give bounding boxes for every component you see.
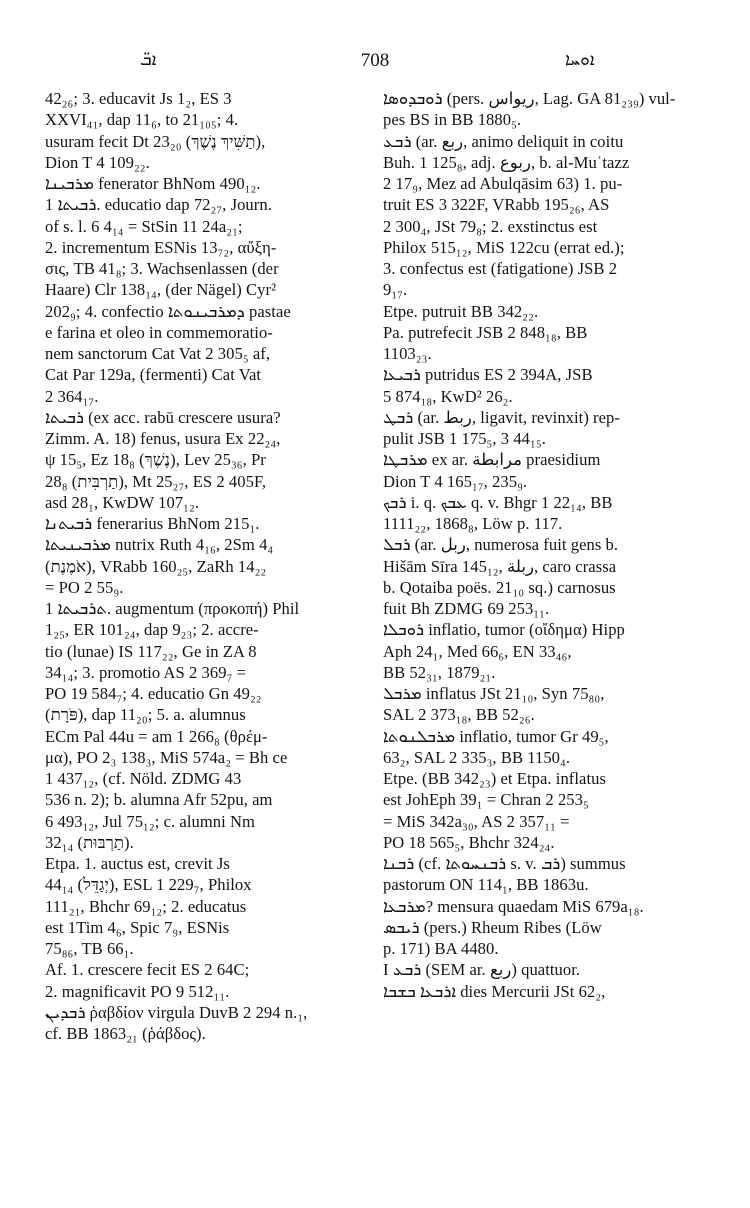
- text-line: cf. BB 1863₂₁ (ῥάβδος).: [45, 1024, 206, 1043]
- text-line: 3. confectus est (fatigatione) JSB 2: [383, 259, 618, 278]
- text-line: 75₈₆, TB 66₁.: [45, 939, 134, 958]
- text-line: SAL 2 373₁₈, BB 52₂₆.: [383, 705, 535, 725]
- text-line: ܐܪܒܥܐ ܒܫܒܐ dies Mercurii JSt 62₂,: [383, 981, 606, 1001]
- text-line: Af. 1. crescere fecit ES 2 64C;: [45, 960, 250, 980]
- text-line: ܪܒܛ (ar. ربط, ligavit, revinxit) rep-: [383, 407, 620, 427]
- text-line: ܡܪܒܥܐ? mensura quaedam MiS 679a₁₈.: [383, 896, 644, 916]
- text-line: 2 300₄, JSt 79₈; 2. exstinctus est: [383, 216, 598, 236]
- right-column: [383, 88, 708, 1002]
- text-line: ܪܒܟ i. q. ܥܒܟ q. v. Bhgr 1 22₁₄, BB: [383, 492, 613, 512]
- text-line: ψ 15₅, Ez 18₈ (נֶשֶׁךְ), Lev 25₃₆, Pr: [45, 450, 266, 470]
- text-line: b. Qotaiba poës. 21₁₀ sq.) carnosus: [383, 577, 616, 597]
- text-line: 111₂₁, Bhchr 69₁₂; 2. educatus: [45, 896, 247, 916]
- text-line: 202₉; 4. confectio ܕܡܪܒܝܢܘܬܐ pastae: [45, 301, 291, 321]
- text-line: ܡܪܒܠ inflatus JSt 21₁₀, Syn 75₈₀,: [383, 684, 605, 703]
- text-line: est 1Tim 4₆, Spic 7₉, ESNis: [45, 917, 230, 937]
- text-line: asd 28₁, KwDW 107₁₂.: [45, 492, 200, 512]
- text-line: 42₂₆; 3. educavit Js 1₂, ES 3: [45, 89, 232, 108]
- header-right-catchword: ܐܘܚܐ: [565, 50, 595, 70]
- text-line: Haare) Clr 138₁₄, (der Nägel) Cyr²: [45, 280, 277, 300]
- text-line: pastorum ON 114₁, BB 1863u.: [383, 875, 589, 895]
- text-line: 34₁₄; 3. promotio AS 2 369₇ =: [45, 662, 247, 682]
- text-line: ECm Pal 44u = am 1 266₈ (θρέμ-: [45, 726, 268, 746]
- text-line: ܡܪܒܛܐ ex ar. مرابطة praesidium: [383, 450, 601, 470]
- text-line: ܬܪܒܝܬܐ 1. augmentum (προκοπή) Phil: [45, 599, 300, 618]
- text-line: fuit Bh ZDMG 69 253₁₁.: [383, 599, 550, 618]
- text-line: pulit JSB 1 175₅, 3 44₁₅.: [383, 429, 546, 448]
- text-line: p. 171) BA 4480.: [383, 939, 499, 958]
- text-line: Dion T 4 165₁₇, 235₉.: [383, 471, 528, 491]
- text-line: 1₂₅, ER 101₂₄, dap 9₂₃; 2. accre-: [45, 620, 259, 640]
- text-line: tio (lunae) IS 117₂₂, Ge in ZA 8: [45, 641, 257, 661]
- text-line: 2. magnificavit PO 9 512₁₁.: [45, 981, 230, 1001]
- text-line: Zimm. A. 18) fenus, usura Ex 22₂₄,: [45, 429, 281, 448]
- text-line: 63₂, SAL 2 335₃, BB 1150₄.: [383, 747, 571, 767]
- left-column: [45, 88, 370, 1044]
- text-line: 28₈ (תַרְבִּית), Mt 25₂₇, ES 2 405F,: [45, 471, 267, 491]
- text-line: 2. incrementum ESNis 13₇₂, αὔξη-: [45, 237, 277, 257]
- text-line: Etpe. (BB 342₂₃) et Etpa. inflatus: [383, 769, 606, 788]
- text-line: Etpe. putruit BB 342₂₂.: [383, 301, 539, 321]
- text-line: (פֹּרָת), dap 11₂₀; 5. a. alumnus: [45, 705, 246, 725]
- text-line: e farina et oleo in commemoratio-: [45, 322, 273, 342]
- text-line: of s. l. 6 4₁₄ = StSin 11 24a₂₁;: [45, 216, 243, 236]
- text-line: XXVI₄₁, dap 11₆, to 21₁₀₅; 4.: [45, 110, 239, 130]
- page-number: 708: [360, 50, 390, 71]
- text-line: ܪܘܒܠܐ inflatio, tumor (οἴδημα) Hipp: [383, 620, 625, 640]
- text-line: ܪܒܢܐ (cf. ܪܒܢܚܘܬܐ s. v. ܪܒ) summus: [383, 854, 626, 873]
- text-line: ܪܒܝܬܐ 1. educatio dap 72₂₇, Journ.: [45, 195, 272, 215]
- text-line: (אֹמֶנֶת), VRabb 160₂₅, ZaRh 14₂₂: [45, 556, 267, 576]
- text-line: ܪܘܒܕܘܣܐ (pers. ريواس, Lag. GA 81₂₃₉) vul-: [383, 89, 676, 108]
- text-line: PO 19 584₇; 4. educatio Gn 49₂₂: [45, 684, 262, 703]
- text-line: = PO 2 55₉.: [45, 577, 124, 597]
- text-line: 32₁₄ (תַרְבּוּת).: [45, 832, 134, 852]
- header-left-catchword: ܐܒ̈: [140, 50, 157, 70]
- text-line: Pa. putrefecit JSB 2 848₁₈, BB: [383, 322, 588, 342]
- text-line: 2 17₉, Mez ad Abulqāsim 63) 1. pu-: [383, 174, 623, 193]
- text-line: est JohEph 39₁ = Chran 2 253₅: [383, 790, 589, 810]
- text-line: ܪܒܠ (ar. ربل, numerosa fuit gens b.: [383, 535, 619, 555]
- text-line: = MiS 342a₃₀, AS 2 357₁₁ =: [383, 811, 570, 831]
- text-line: I ܪܒܥ (SEM ar. ربع) quattuor.: [383, 960, 581, 980]
- text-line: Hišām Sīra 145₁₂, ربلة, caro crassa: [383, 556, 617, 576]
- text-line: PO 18 565₅, Bhchr 324₂₄.: [383, 832, 555, 852]
- text-line: 9₁₇.: [383, 280, 408, 300]
- text-line: ܪܒܥ (ar. ربع, animo deliquit in coitu: [383, 131, 624, 151]
- text-line: σις, TB 41₈; 3. Wachsenlassen (der: [45, 259, 279, 278]
- text-line: 1103₂₃.: [383, 344, 432, 363]
- text-line: usuram fecit Dt 23₂₀ (תַשִּׁיךְ נֶשֶׁךְ),: [45, 131, 266, 151]
- text-line: BB 52₃₁, 1879₂₁.: [383, 662, 496, 682]
- text-line: ܡܪܒܝܢܝܬܐ nutrix Ruth 4₁₆, 2Sm 4₄: [45, 535, 274, 555]
- text-line: μα), PO 2₃ 138₃, MiS 574a₂ = Bh ce: [45, 747, 288, 767]
- text-line: 2 364₁₇.: [45, 386, 99, 406]
- text-line: 5 874₁₈, KwD² 26₂.: [383, 386, 513, 406]
- text-line: ܪܒܝܥܐ putridus ES 2 394A, JSB: [383, 365, 593, 385]
- page-header: [0, 50, 750, 78]
- text-line: Cat Par 129a, (fermenti) Cat Vat: [45, 365, 262, 385]
- text-line: ܪܒܕܝܢ ῥαβδίον virgula DuvB 2 294 n.₁,: [45, 1002, 308, 1022]
- text-line: nem sanctorum Cat Vat 2 305₅ af,: [45, 344, 271, 363]
- text-line: ܡܪܒܝܢܐ fenerator BhNom 490₁₂.: [45, 174, 261, 193]
- text-line: 536 n. 2); b. alumna Afr 52pu, am: [45, 790, 273, 810]
- text-line: 1 437₁₂, (cf. Nöld. ZDMG 43: [45, 769, 242, 788]
- text-line: Philox 515₁₂, MiS 122cu (errat ed.);: [383, 237, 625, 257]
- text-line: Etpa. 1. auctus est, crevit Js: [45, 854, 230, 873]
- text-line: truit ES 3 322F, VRabb 195₂₆, AS: [383, 195, 610, 215]
- text-line: ܡܪܒܠܢܘܬܐ inflatio, tumor Gr 49₅,: [383, 726, 609, 746]
- text-line: 6 493₁₂, Jul 75₁₂; c. alumni Nm: [45, 811, 255, 831]
- text-line: ܪܒܝܬܐ (ex acc. rabū crescere usura?: [45, 407, 281, 427]
- text-line: pes BS in BB 1880₅.: [383, 110, 522, 130]
- text-line: 44₁₄ (יְגַדֵּל), ESL 1 229₇, Philox: [45, 875, 252, 895]
- text-line: 1111₂₂, 1868₈, Löw p. 117.: [383, 514, 563, 533]
- text-line: ܪܝܒܣ (pers.) Rheum Ribes (Löw: [383, 917, 602, 937]
- text-line: Buh. 1 125₈, adj. ربوع, b. al-Muʿtazz: [383, 152, 630, 172]
- text-line: Dion T 4 109₂₂.: [45, 152, 150, 172]
- text-line: Aph 24₁, Med 66₆, EN 33₄₆,: [383, 641, 572, 661]
- text-line: ܪܒܝܬܢܐ fenerarius BhNom 215₁.: [45, 514, 260, 533]
